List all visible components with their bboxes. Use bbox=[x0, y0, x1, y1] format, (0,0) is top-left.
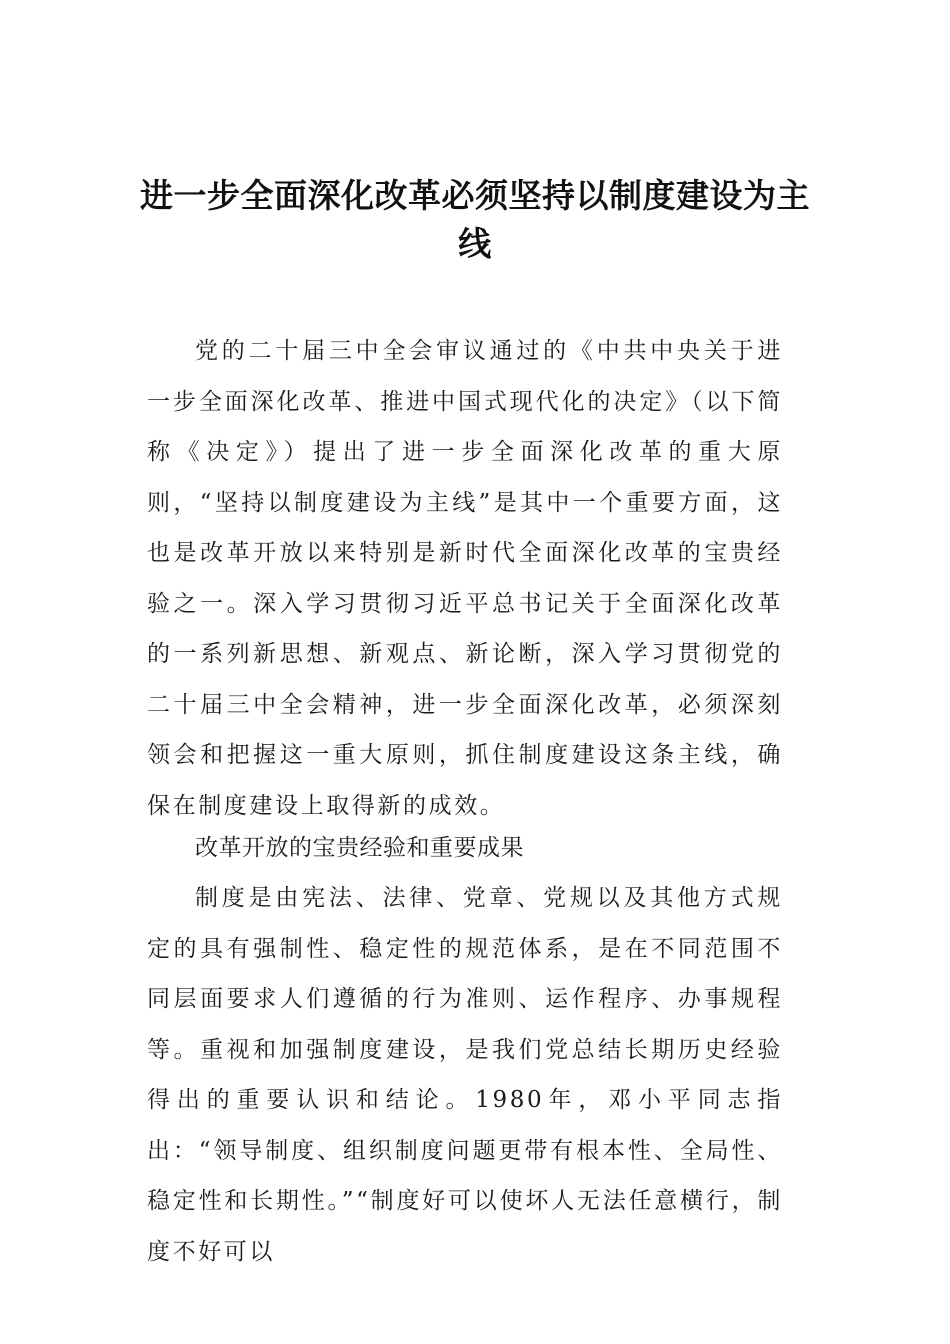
document-title: 进一步全面深化改革必须坚持以制度建设为主线 bbox=[140, 176, 810, 263]
section-heading: 改革开放的宝贵经验和重要成果 bbox=[195, 835, 524, 861]
body-paragraph-1: 党的二十届三中全会审议通过的《中共中央关于进一步全面深化改革、推进中国式现代化的决定》（以下简称《决定》）提出了进一步全面深化改革的重大原则，“坚持以制度建设为主线”是其中一个重要方面，这也是改革开放以来特别是新时代全面深化改革的宝贵经验之一。深入学习贯彻习近平总书记关于全面深化改革的一系列新思想、新观点、新论断，深入学习贯彻党的二十届三中全会精神，进一步全面深化改革，必须深刻领会和把握这一重大原则，抓住制度建设这条主线，确保在制度建设上取得新的成效。 bbox=[147, 338, 783, 819]
body-paragraph-2: 制度是由宪法、法律、党章、党规以及其他方式规定的具有强制性、稳定性的规范体系，是在不同范围不同层面要求人们遵循的行为准则、运作程序、办事规程等。重视和加强制度建设，是我们党总结长期历史经验得出的重要认识和结论。1980年，邓小平同志指出：“领导制度、组织制度问题更带有根本性、全局性、稳定性和长期性。”“制度好可以使坏人无法任意横行，制度不好可以 bbox=[147, 885, 783, 1265]
